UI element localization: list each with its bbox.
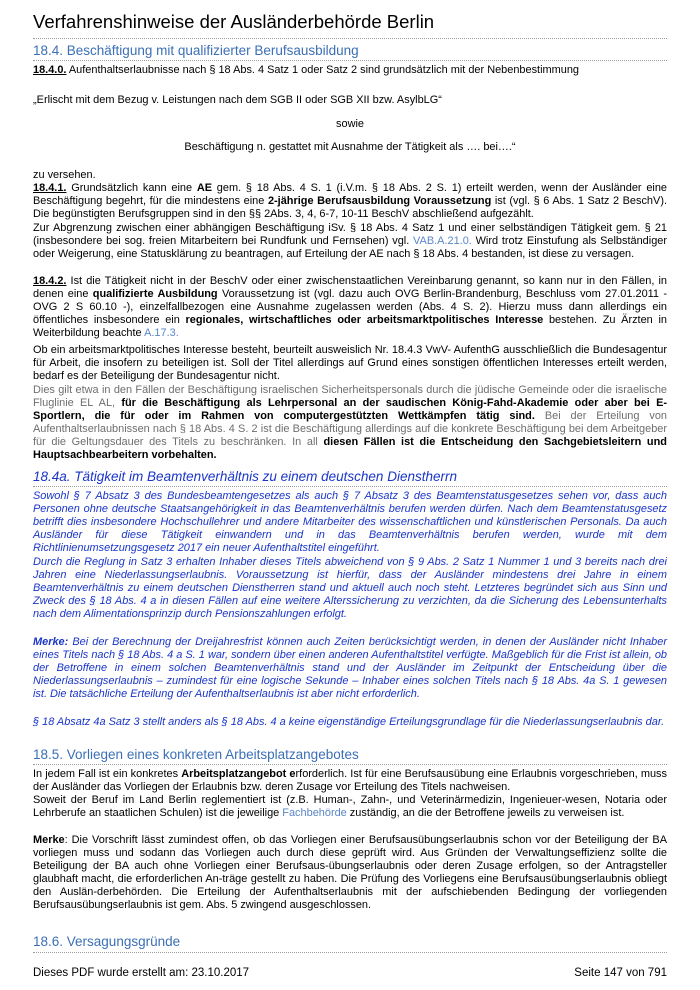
paragraph-number: 18.4.0. — [33, 64, 67, 76]
paragraph-abgrenzung: Zur Abgrenzung zwischen einer abhängigen Beschäftigung iSv. § 18 Abs. 4 Satz 1 und einer selbständigen Tätigkeit gem. § 21 (insbesondere bei sog. freien Mitarbeitern bei Rundfunk und Fernsehen) vgl. VAB.A.21.0. Wird trotz Einstufung als Selbständiger oder Weigerung, eine Statusklärung zu beantragen, auf Erteilung der AE nach § 18 Abs. 4 bestanden, ist diese zu versagen. — [33, 222, 667, 261]
paragraph-sicherheitspersonal: Dies gilt etwa in den Fällen der Beschäftigung israelischen Sicherheitspersonals durch die jüdische Gemeinde oder die israelische Fluglinie EL AL, für die Beschäftigung als Lehrpersonal an der saudischen König-Fahd-Akademie oder aber bei E-Sportlern, die für oder im Rahmen von computergestützten Wettkämpfen tätig sind. Bei der Erteilung von Aufenthaltserlaubnissen nach § 18 Abs. 4 S. 2 ist die Beschäftigung allerdings auf die konkrete Beschäftigung bei dem Arbeitgeber für die Geltungsdauer des Titels zu beschränken. In all diesen Fällen ist die Entscheidung den Sachgebietsleitern und Hauptsachbearbeitern vorbehalten. — [33, 384, 668, 462]
paragraph-reglementierter-beruf: Soweit der Beruf im Land Berlin reglementiert ist (z.B. Human-, Zahn-, und Veterinärmedizin, Ingenieuer-wesen, Notaria oder Lehrberufe an staatlichen Schulen) ist die jeweilige Fachbehörde zuständig, an die der Betroffene jeweils zu verweisen ist. — [33, 794, 667, 820]
paragraph-beamtenverhaeltnis: Sowohl § 7 Absatz 3 des Bundesbeamtengesetzes als auch § 7 Absatz 3 des Beamtenstatusgesetzes sehen vor, dass auch Personen ohne deutsche Staatsangehörigkeit in das Beamtenverhältnis berufen werden dürfen. Nach dem Beamtenstatusgesetz betrifft dies insbesondere Hochschullehrer und andere Mitarbeiter des wissenschaftlichen und künstlerischen Personals. Da auch Ausländer für diese Tätigkeit einwandern und in das Beamtenverhältnis berufen werden, wurde mit dem Richtlinienumsetzungsgesetz 2017 ein neuer Aufenthaltstitel eingeführt. — [33, 490, 667, 555]
paragraph-18-4-1: 18.4.1. Grundsätzlich kann eine AE gem. § 18 Abs. 4 S. 1 (i.V.m. § 18 Abs. 2 S. 1) erteilt werden, wenn der Ausländer eine Beschäftigung begehrt, für die mindestens eine 2-jährige Berufsausbildung Voraussetzung ist (vgl. § 6 Abs. 1 Satz 2 BeschV). Die begünstigten Berufsgruppen sind in den §§ 2Abs. 3, 4, 6-7, 10-11 BeschV abschließend aufgezählt. — [33, 182, 667, 221]
section-divider — [33, 486, 667, 487]
quote-erlischt: „Erlischt mit dem Bezug v. Leistungen nach dem SGB II oder SGB XII bzw. AsylbLG“ — [33, 94, 442, 106]
paragraph-merke-berufsausuebung: Merke: Die Vorschrift lässt zumindest offen, ob das Vorliegen einer Berufsausübungserlaubnis schon vor der Beteiligung der BA vorliegen muss und sodann das Vorliegen auch durch diese geprüft wird. Aus Gründen der Verwaltungseffizienz sollte die Beteiligung der BA auch ohne Vorliegen einer Berufsaus-übungserlaubnis oder deren Zusage erfolgen, so der Antragsteller glaubhaft macht, die erforderlichen An-träge gestellt zu haben. Die Prüfung des Vorliegens eine Berufsausübungserlaubnis obliegt den Auslän-derbehörden. Die Erteilung der Aufenthaltserlaubnis mit der aufschiebenden Bedingung der vorliegenden Berufsausübungserlaubnis ist gem. Abs. 5 zwingend ausgeschlossen. — [33, 834, 667, 912]
link-a-17-3[interactable]: A.17.3. — [144, 327, 179, 340]
section-heading-18-6: 18.6. Versagungsgründe — [33, 934, 181, 949]
quote-beschaeftigung: Beschäftigung n. gestattet mit Ausnahme der Tätigkeit als …. bei….“ — [184, 141, 516, 153]
paragraph-merke-dreijahresfrist: Merke: Bei der Berechnung der Dreijahresfrist können auch Zeiten berücksichtigt werden, in denen der Ausländer nicht Inhaber eines Titels nach § 18 Abs. 4 a S. 1 war, sondern über einen anderen Aufenthaltstitel verfügte. Maßgeblich für die Frist ist allein, ob der Betroffene in einem solchen Beamtenverhältnis stand und der Ausländer im Zeitpunkt der Entscheidung über die Niederlassungserlaubnis – zumindest für eine logische Sekunde – Inhaber eines solchen Titels nach § 18 Abs. 4a S. 1 gewesen ist. Die tatsächliche Erteilung der Aufenthaltserlaubnis ist aber nicht erforderlich. — [33, 636, 667, 701]
text-sowie: sowie — [336, 118, 364, 130]
paragraph-18-4-2: 18.4.2. Ist die Tätigkeit nicht in der BeschV oder einer zwischenstaatlichen Vereinbarung genannt, so kann nur in den Fällen, in denen eine qualifizierte Ausbildung Voraussetzung ist (vgl. dazu auch OVG Berlin-Brandenburg, Beschluss vom 27.01.2011 - OVG 2 S 60.10 -), einzelfallbezogen eine Ausnahme zugelassen werden (Abs. 4 S. 2). Hierzu muss dann allerdings ein öffentliches insbesondere ein regionales, wirtschaftliches oder arbeitsmarktpolitisches Interesse bestehen. Zu Ärzten in Weiterbildung beachte A.17.3. — [33, 275, 667, 340]
section-divider — [33, 952, 667, 953]
header-divider — [33, 38, 667, 39]
footer-page-number: Seite 147 von 791 — [574, 967, 667, 979]
paragraph-niederlassung-drei-jahre: Durch die Reglung in Satz 3 erhalten Inhaber dieses Titels abweichend von § 9 Abs. 2 Satz 1 Nummer 1 und 3 bereits nach drei Jahren eine Niederlassungserlaubnis. Voraussetzung ist hierfür, dass der Ausländer mindestens drei Jahre in einem Beamtenverhältnis zu einem deutschen Dienstherren stand und aktuell auch noch steht. Letzteres begründet sich aus Sinn und Zweck des § 18 Abs. 4 a in diesen Fällen auf eine weitere Alterssicherung zu verzichten, da die Sicherung des Lebensunterhalts nach dem Alimentationsprinzip durch Pensionszahlungen erfolgt. — [33, 556, 667, 621]
page-header-title: Verfahrenshinweise der Ausländerbehörde Berlin — [33, 11, 435, 32]
paragraph-number: 18.4.1. — [33, 182, 67, 194]
section-divider — [33, 764, 667, 765]
paragraph-absatz-4a-satz-3: § 18 Absatz 4a Satz 3 stellt anders als § 18 Abs. 4 a keine eigenständige Erteilungsgrundlage für die Niederlassungserlaubnis dar. — [33, 716, 665, 728]
link-fachbehoerde[interactable]: Fachbehörde — [282, 807, 347, 820]
paragraph-number: 18.4.2. — [33, 275, 67, 287]
paragraph-18-4-0: 18.4.0. Aufenthaltserlaubnisse nach § 18 Abs. 4 Satz 1 oder Satz 2 sind grundsätzlich mit der Nebenbestimmung — [33, 64, 579, 76]
paragraph-arbeitsmarkt-interesse: Ob ein arbeitsmarktpolitisches Interesse besteht, beurteilt ausweislich Nr. 18.4.3 VwV- AufenthG ausschließlich die Bundesagentur für Arbeit, die insofern zu beteiligen ist. Soll der Titel allerdings auf Grund eines sonstigen öffentlichen Interesses erteilt werden, bedarf es der Beteiligung der Bundesagentur nicht. — [33, 344, 667, 383]
link-vab-a-21-0[interactable]: VAB.A.21.0. — [413, 235, 472, 248]
section-divider — [33, 60, 667, 61]
paragraph-arbeitsplatzangebot: In jedem Fall ist ein konkretes Arbeitsplatzangebot erforderlich. Ist für eine Berufsausübung eine Erlaubnis vorgeschrieben, muss der Ausländer das Vorliegen der Erlaubnis bzw. deren Zusage vor Erteilung des Titels nachweisen. — [33, 768, 667, 794]
section-heading-18-4: 18.4. Beschäftigung mit qualifizierter Berufsausbildung — [33, 43, 359, 58]
section-heading-18-4a: 18.4a. Tätigkeit im Beamtenverhältnis zu einem deutschen Dienstherrn — [33, 469, 457, 484]
section-heading-18-5: 18.5. Vorliegen eines konkreten Arbeitsplatzangebotes — [33, 747, 359, 762]
text-zu-versehen: zu versehen. — [33, 169, 96, 181]
footer-created-date: Dieses PDF wurde erstellt am: 23.10.2017 — [33, 967, 250, 979]
